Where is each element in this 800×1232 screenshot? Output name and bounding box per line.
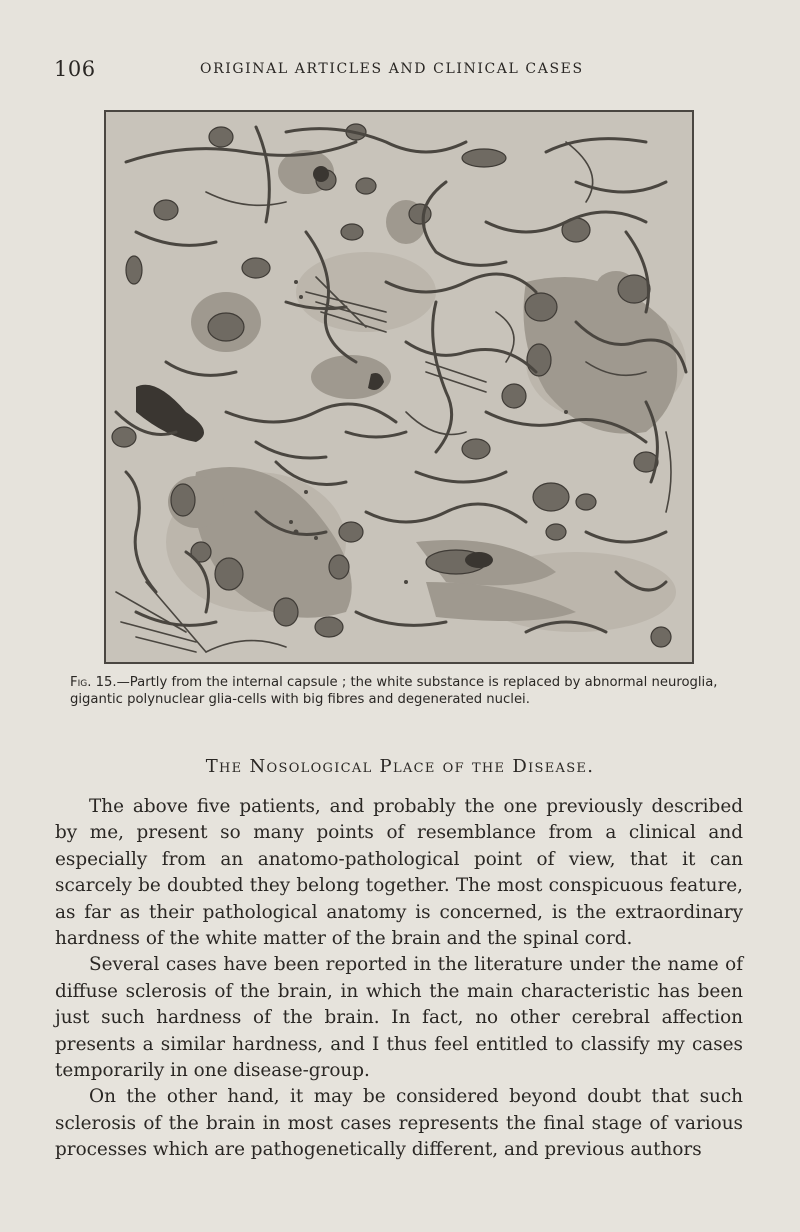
section-title: The Nosological Place of the Disease. [205, 756, 595, 777]
paragraph: Several cases have been reported in the literature under the name of diffuse sclerosis of the brain, in which the main characteristic has been just such hardness of the brain. In fact, no other cerebral affection presents a similar hardness, and I thus feel entitled to classify my cases temporarily in one disease-group. [55, 954, 743, 1082]
body-text [55, 794, 743, 1164]
page-number: 106 [54, 57, 96, 81]
paragraph: On the other hand, it may be considered beyond doubt that such sclerosis of the brain in most cases represents the final stage of various processes which are pathogenetically different, and previous authors [55, 1086, 743, 1161]
running-head: ORIGINAL ARTICLES AND CLINICAL CASES [200, 61, 584, 77]
paragraph: The above five patients, and probably the one previously described by me, present so many points of resemblance from a clinical and especially from an anatomo-pathological point of view, that it can scarcely be doubted they belong together. The most conspicuous feature, as far as their pathological anatomy is concerned, is the extraordinary hardness of the white matter of the brain and the spinal cord. [55, 796, 743, 950]
histology-illustration [106, 112, 692, 662]
figure-caption-text: —Partly from the internal capsule ; the white substance is replaced by abnormal neuroglia, gigantic polynuclear glia-cells with big fibres and degenerated nuclei. [70, 675, 718, 707]
figure-caption-label: Fig. 15. [70, 675, 117, 690]
figure-caption [70, 674, 750, 708]
histology-figure [104, 110, 694, 664]
